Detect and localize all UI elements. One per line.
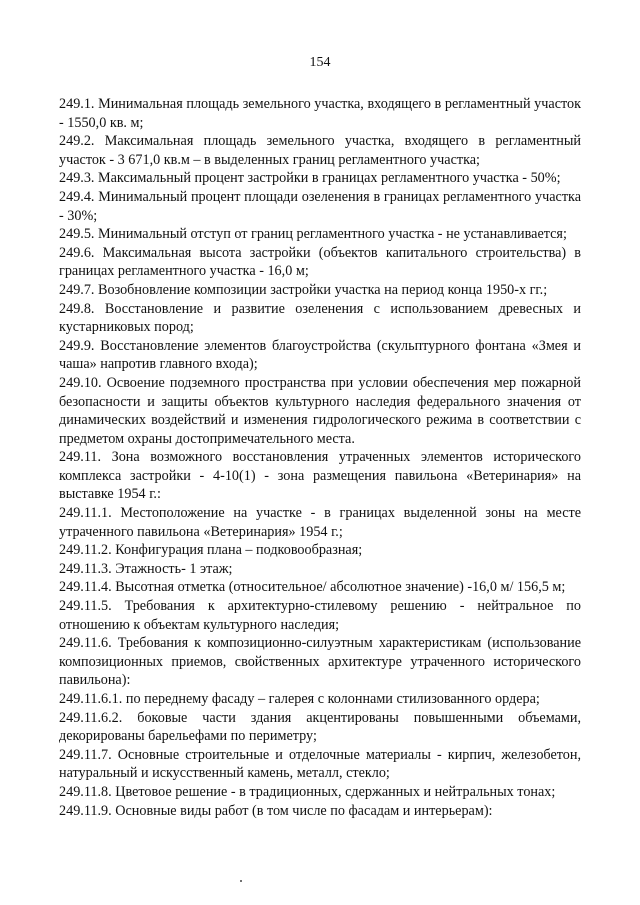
paragraph-249-10: 249.10. Освоение подземного пространства при условии обеспечения мер пожарной безопасности и защиты объектов культурного наследия федерального значения от динамических воздействий и изменения гидрологического режима в соответствии с предметом охраны достопримечательного места. <box>59 374 581 447</box>
paragraph-249-11-1: 249.11.1. Местоположение на участке - в границах выделенной зоны на месте утраченного павильона «Ветеринария» 1954 г.; <box>59 505 581 540</box>
paragraph-249-11-2: 249.11.2. Конфигурация плана – подковообразная; <box>59 542 363 559</box>
document-body <box>59 95 581 820</box>
paragraph-249-6: 249.6. Максимальная высота застройки (объектов капитального строительства) в границах регламентного участка - 16,0 м; <box>59 244 581 280</box>
paragraph-249-11-6: 249.11.6. Требования к композиционно-силуэтным характеристикам (использование композиционных приемов, свойственных архитектуре утраченного исторического павильона): <box>59 635 581 689</box>
paragraph-249-5: 249.5. Минимальный отступ от границ регламентного участка - не устанавливается; <box>59 226 567 243</box>
page-number: 154 <box>309 55 331 70</box>
paragraph-249-11-6-2: 249.11.6.2. боковые части здания акцентированы повышенными объемами, декорированы барельефами по периметру; <box>59 709 581 745</box>
paragraph-249-11-4: 249.11.4. Высотная отметка (относительное/ абсолютное значение) -16,0 м/ 156,5 м; <box>59 579 566 596</box>
paragraph-249-11-3: 249.11.3. Этажность- 1 этаж; <box>59 560 233 577</box>
paragraph-249-7: 249.7. Возобновление композиции застройки участка на период конца 1950-х гг.; <box>59 281 548 298</box>
paragraph-249-8: 249.8. Восстановление и развитие озеленения с использованием древесных и кустарниковых пород; <box>59 300 581 336</box>
paragraph-249-11-5: 249.11.5. Требования к архитектурно-стилевому решению - нейтральное по отношению к объектам культурного наследия; <box>59 598 581 633</box>
paragraph-249-11-6-1: 249.11.6.1. по переднему фасаду – галерея с колоннами стилизованного ордера; <box>59 691 540 707</box>
paragraph-249-2: 249.2. Максимальная площадь земельного участка, входящего в регламентный участок - 3 671,0 кв.м – в выделенных границ регламентного участка; <box>59 133 581 168</box>
paragraph-249-3: 249.3. Максимальный процент застройки в границах регламентного участка - 50%; <box>59 170 561 187</box>
paragraph-249-4: 249.4. Минимальный процент площади озеленения в границах регламентного участка - 30%; <box>59 188 581 224</box>
paragraph-249-11-9: 249.11.9. Основные виды работ (в том числе по фасадам и интерьерам): <box>59 802 493 819</box>
paragraph-249-11-7: 249.11.7. Основные строительные и отделочные материалы - кирпич, железобетон, натуральный и искусственный камень, металл, стекло; <box>59 746 581 782</box>
scan-speck <box>240 880 242 882</box>
paragraph-249-11-8: 249.11.8. Цветовое решение - в традиционных, сдержанных и нейтральных тонах; <box>59 783 556 800</box>
paragraph-249-11: 249.11. Зона возможного восстановления утраченных элементов исторического комплекса застройки - 4-10(1) - зона размещения павильона «Ветеринария» на выставке 1954 г.: <box>59 449 581 503</box>
paragraph-249-9: 249.9. Восстановление элементов благоустройства (скульптурного фонтана «Змея и чаша» напротив главного входа); <box>59 337 581 373</box>
paragraph-249-1: 249.1. Минимальная площадь земельного участка, входящего в регламентный участок - 1550,0 кв. м; <box>59 96 581 131</box>
